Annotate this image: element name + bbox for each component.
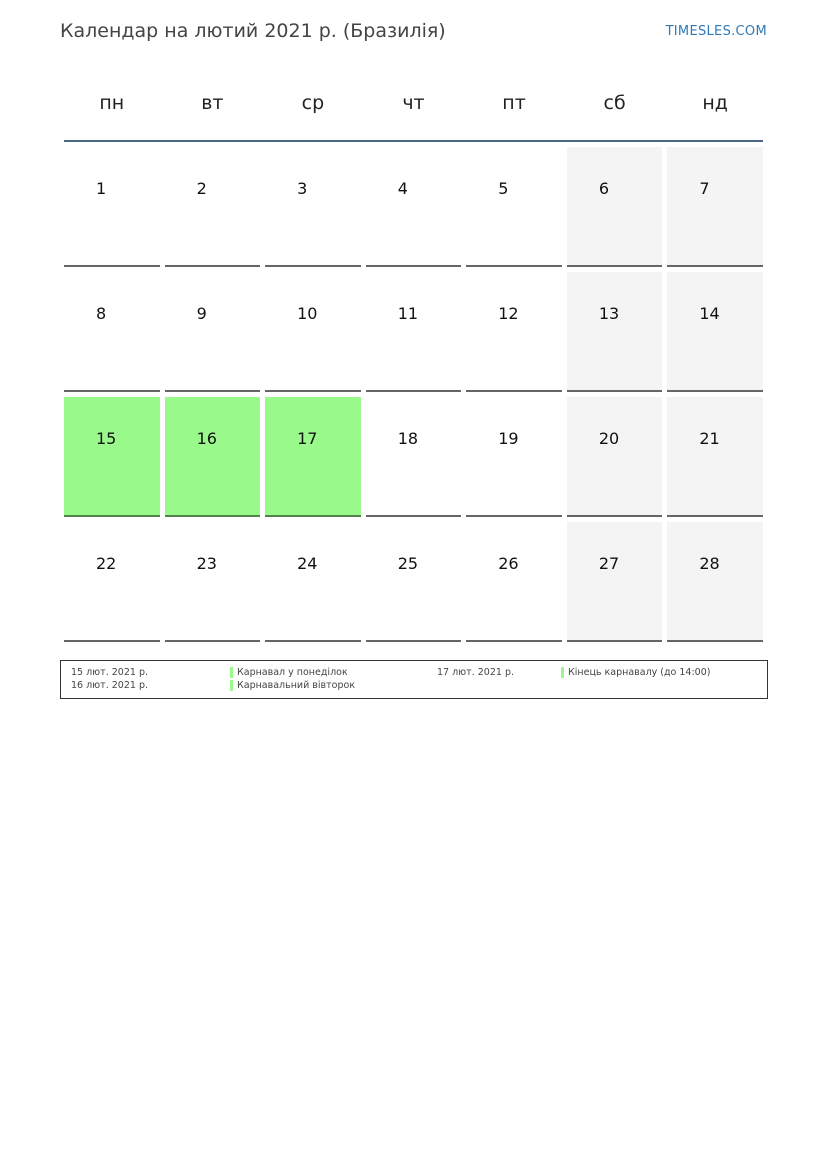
day-cell[interactable] — [165, 147, 261, 267]
day-number: 9 — [196, 304, 207, 323]
day-cell-holiday[interactable] — [265, 397, 361, 517]
day-cell[interactable] — [64, 272, 160, 392]
day-cell-weekend[interactable] — [567, 147, 663, 267]
day-number: 19 — [498, 429, 519, 448]
calendar-grid — [64, 72, 763, 642]
page-title: Календар на лютий 2021 р. (Бразилія) — [60, 20, 446, 42]
legend-color-bar — [561, 667, 564, 678]
weekday-thu: чт — [402, 92, 425, 114]
day-cell-holiday[interactable] — [165, 397, 261, 517]
day-number: 23 — [196, 554, 217, 573]
day-cell[interactable] — [265, 272, 361, 392]
day-cell-weekend[interactable] — [567, 397, 663, 517]
weekday-sat: сб — [603, 92, 626, 114]
day-number: 17 — [297, 429, 318, 448]
day-number: 5 — [498, 179, 509, 198]
day-cell-weekend[interactable] — [667, 272, 763, 392]
day-number: 12 — [498, 304, 519, 323]
day-cell[interactable] — [64, 147, 160, 267]
day-number: 3 — [297, 179, 308, 198]
day-cell[interactable] — [64, 522, 160, 642]
legend-color-bar — [230, 667, 233, 678]
day-cell-weekend[interactable] — [567, 522, 663, 642]
day-number: 4 — [397, 179, 408, 198]
weekday-sun: нд — [702, 92, 728, 114]
day-number: 16 — [196, 429, 217, 448]
day-cell[interactable] — [265, 147, 361, 267]
weekday-fri: пт — [502, 92, 526, 114]
day-cell[interactable] — [466, 397, 562, 517]
day-number: 8 — [96, 304, 107, 323]
day-cell-holiday[interactable] — [64, 397, 160, 517]
legend-date: 17 лют. 2021 р. — [437, 667, 514, 678]
day-number: 28 — [699, 554, 720, 573]
day-number: 15 — [96, 429, 117, 448]
week-row — [64, 522, 763, 642]
day-cell-weekend[interactable] — [667, 147, 763, 267]
day-cell[interactable] — [366, 522, 462, 642]
day-number: 24 — [297, 554, 318, 573]
weekday-header-row — [64, 72, 763, 142]
day-number: 25 — [397, 554, 419, 573]
day-number: 11 — [397, 304, 419, 323]
day-cell[interactable] — [466, 522, 562, 642]
legend-holiday-name: Карнавальний вівторок — [237, 680, 356, 691]
legend-date: 16 лют. 2021 р. — [71, 680, 148, 691]
day-number: 7 — [699, 179, 710, 198]
weeks-container — [64, 147, 763, 642]
day-number: 20 — [598, 429, 620, 448]
legend-holiday-name: Кінець карнавалу (до 14:00) — [568, 667, 711, 678]
day-number: 13 — [598, 304, 620, 323]
day-number: 27 — [598, 554, 620, 573]
legend-date: 15 лют. 2021 р. — [71, 667, 148, 678]
legend-color-bar — [230, 680, 233, 691]
brand-link[interactable]: TIMESLES.COM — [665, 24, 767, 39]
day-number: 1 — [96, 179, 107, 198]
day-number: 6 — [598, 179, 609, 198]
weekday-tue: вт — [201, 92, 224, 114]
day-cell[interactable] — [165, 272, 261, 392]
weekday-wed: ср — [301, 92, 325, 114]
day-number: 10 — [297, 304, 318, 323]
day-cell[interactable] — [466, 272, 562, 392]
day-cell[interactable] — [165, 522, 261, 642]
day-cell[interactable] — [366, 272, 462, 392]
day-cell[interactable] — [366, 147, 462, 267]
weekday-mon: пн — [99, 92, 125, 114]
day-cell[interactable] — [466, 147, 562, 267]
day-number: 14 — [699, 304, 720, 323]
day-number: 18 — [397, 429, 419, 448]
day-cell-weekend[interactable] — [567, 272, 663, 392]
day-number: 26 — [498, 554, 519, 573]
day-cell[interactable] — [366, 397, 462, 517]
day-cell-weekend[interactable] — [667, 522, 763, 642]
day-cell[interactable] — [265, 522, 361, 642]
week-row — [64, 272, 763, 392]
week-row — [64, 397, 763, 517]
day-number: 21 — [699, 429, 720, 448]
day-cell-weekend[interactable] — [667, 397, 763, 517]
legend-holiday-name: Карнавал у понеділок — [237, 667, 348, 678]
day-number: 2 — [196, 179, 207, 198]
day-number: 22 — [96, 554, 117, 573]
week-row — [64, 147, 763, 267]
holiday-legend — [60, 660, 768, 699]
